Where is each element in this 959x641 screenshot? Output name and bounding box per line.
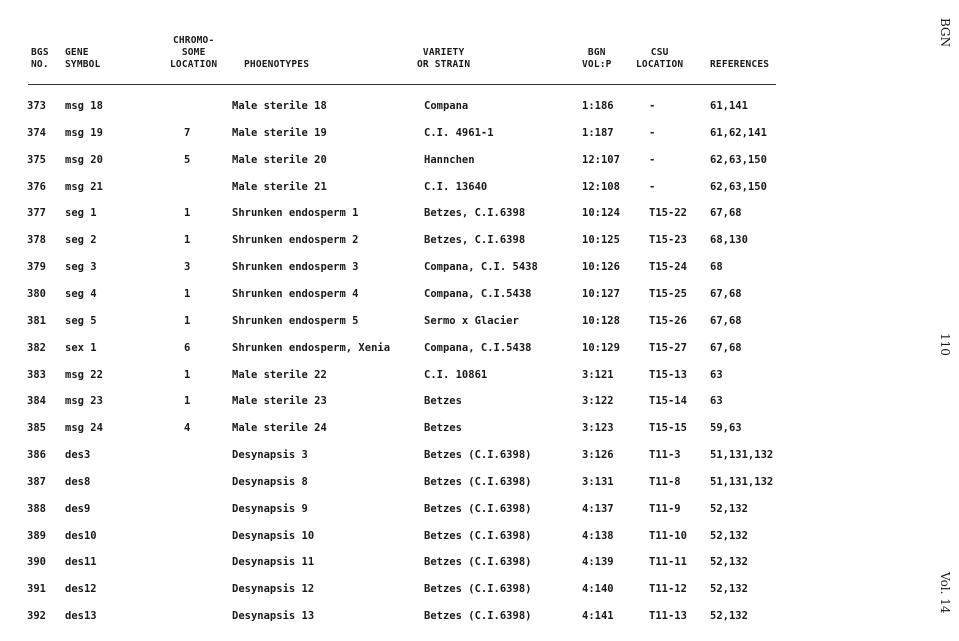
csu-location-cell: T15-25 — [649, 287, 687, 300]
references-cell: 52,132 — [710, 529, 748, 542]
bgs-number-cell: 388 — [27, 502, 46, 515]
phenotype-cell: Desynapsis 11 — [232, 556, 315, 569]
bgs-number-cell: 382 — [27, 341, 46, 354]
bgn-volume-page-cell: 4:140 — [582, 583, 614, 596]
bgn-volume-page-cell: 12:107 — [582, 153, 620, 166]
gene-symbol-cell: msg 21 — [65, 180, 103, 193]
variety-strain-cell: Betzes, C.I.6398 — [424, 207, 526, 220]
variety-strain-cell: C.I. 13640 — [424, 180, 488, 193]
table-row — [0, 369, 800, 396]
references-cell: 51,131,132 — [710, 449, 774, 462]
gene-symbol-cell: msg 19 — [65, 126, 103, 139]
phenotype-cell: Desynapsis 9 — [232, 502, 308, 515]
csu-location-cell: T15-23 — [649, 234, 687, 247]
phenotype-cell: Desynapsis 10 — [232, 529, 315, 542]
table-row — [0, 342, 800, 369]
csu-location-cell: T11-9 — [649, 502, 681, 515]
header-bgn-volp: BGN VOL:P — [582, 47, 612, 70]
csu-location-cell: - — [649, 153, 656, 166]
bgs-number-cell: 377 — [27, 207, 46, 220]
csu-location-cell: T15-14 — [649, 395, 687, 408]
bgs-number-cell: 390 — [27, 556, 46, 569]
variety-strain-cell: Betzes, C.I.6398 — [424, 234, 526, 247]
bgs-number-cell: 379 — [27, 261, 46, 274]
table-row — [0, 449, 800, 476]
header-variety-strain: VARIETY OR STRAIN — [417, 47, 471, 70]
gene-symbol-cell: des8 — [65, 475, 91, 488]
csu-location-cell: T15-27 — [649, 341, 687, 354]
table-row — [0, 288, 800, 315]
table-row — [0, 610, 800, 637]
bgs-number-cell: 381 — [27, 314, 46, 327]
bgs-number-cell: 374 — [27, 126, 46, 139]
header-phenotypes: PHOENOTYPES — [244, 59, 310, 70]
variety-strain-cell: Betzes (C.I.6398) — [424, 475, 532, 488]
references-cell: 67,68 — [710, 314, 742, 327]
references-cell: 62,63,150 — [710, 153, 767, 166]
bgs-number-cell: 380 — [27, 287, 46, 300]
bgn-volume-page-cell: 3:131 — [582, 475, 614, 488]
header-rule — [28, 84, 776, 85]
gene-symbol-cell: des9 — [65, 502, 91, 515]
table-row — [0, 503, 800, 530]
bgs-number-cell: 386 — [27, 449, 46, 462]
phenotype-cell: Shrunken endosperm 4 — [232, 287, 359, 300]
phenotype-cell: Desynapsis 13 — [232, 610, 315, 623]
csu-location-cell: T15-22 — [649, 207, 687, 220]
references-cell: 68,130 — [710, 234, 748, 247]
references-cell: 59,63 — [710, 422, 742, 435]
variety-strain-cell: Betzes — [424, 422, 462, 435]
gene-symbol-cell: seg 1 — [65, 207, 97, 220]
gene-symbol-cell: msg 22 — [65, 368, 103, 381]
csu-location-cell: T11-12 — [649, 583, 687, 596]
bgs-number-cell: 383 — [27, 368, 46, 381]
volume-label: Vol. 14 — [938, 572, 952, 614]
table-row — [0, 422, 800, 449]
header-gene-symbol: GENE SYMBOL — [65, 47, 101, 70]
csu-location-cell: T11-11 — [649, 556, 687, 569]
gene-symbol-cell: seg 3 — [65, 261, 97, 274]
gene-symbol-cell: sex 1 — [65, 341, 97, 354]
bgs-number-cell: 376 — [27, 180, 46, 193]
bgs-number-cell: 384 — [27, 395, 46, 408]
references-cell: 67,68 — [710, 207, 742, 220]
references-cell: 61,141 — [710, 100, 748, 112]
bgs-number-cell: 378 — [27, 234, 46, 247]
bgn-volume-page-cell: 10:124 — [582, 207, 620, 220]
bgn-volume-page-cell: 3:121 — [582, 368, 614, 381]
variety-strain-cell: Compana — [424, 100, 469, 112]
table-row — [0, 315, 800, 342]
chromosome-location-cell: 5 — [184, 153, 191, 166]
header-references: REFERENCES — [710, 59, 770, 70]
bgn-volume-page-cell: 10:125 — [582, 234, 620, 247]
chromosome-location-cell: 1 — [184, 314, 191, 327]
bgn-volume-page-cell: 4:139 — [582, 556, 614, 569]
phenotype-cell: Desynapsis 8 — [232, 475, 308, 488]
chromosome-location-cell: 1 — [184, 207, 191, 220]
phenotype-cell: Male sterile 22 — [232, 368, 327, 381]
table-row — [0, 261, 800, 288]
bgn-volume-page-cell: 3:122 — [582, 395, 614, 408]
table-row — [0, 127, 800, 154]
bgn-volume-page-cell: 12:108 — [582, 180, 620, 193]
csu-location-cell: T11-10 — [649, 529, 687, 542]
csu-location-cell: T15-15 — [649, 422, 687, 435]
variety-strain-cell: Hannchen — [424, 153, 475, 166]
gene-symbol-cell: msg 23 — [65, 395, 103, 408]
table-row — [0, 556, 800, 583]
chromosome-location-cell: 1 — [184, 395, 191, 408]
header-chromosome-location: CHROMO- SOME LOCATION — [170, 35, 218, 70]
header-csu-location: CSU LOCATION — [636, 47, 684, 70]
variety-strain-cell: Betzes (C.I.6398) — [424, 502, 532, 515]
table-row — [0, 100, 800, 127]
bgs-number-cell: 375 — [27, 153, 46, 166]
phenotype-cell: Shrunken endosperm, Xenia — [232, 341, 391, 354]
bgn-volume-page-cell: 3:123 — [582, 422, 614, 435]
chromosome-location-cell: 1 — [184, 368, 191, 381]
references-cell: 52,132 — [710, 583, 748, 596]
header-bgs-no: BGS NO. — [31, 47, 49, 70]
csu-location-cell: T11-8 — [649, 475, 681, 488]
references-cell: 67,68 — [710, 287, 742, 300]
bgn-volume-page-cell: 10:126 — [582, 261, 620, 274]
chromosome-location-cell: 6 — [184, 341, 191, 354]
references-cell: 62,63,150 — [710, 180, 767, 193]
bgn-volume-page-cell: 3:126 — [582, 449, 614, 462]
variety-strain-cell: Compana, C.I.5438 — [424, 287, 532, 300]
references-cell: 51,131,132 — [710, 475, 774, 488]
bgn-volume-page-cell: 4:137 — [582, 502, 614, 515]
phenotype-cell: Desynapsis 12 — [232, 583, 315, 596]
gene-symbol-cell: des13 — [65, 610, 97, 623]
table-row — [0, 154, 800, 181]
chromosome-location-cell: 1 — [184, 287, 191, 300]
bgn-volume-page-cell: 1:187 — [582, 126, 614, 139]
table-row — [0, 234, 800, 261]
references-cell: 67,68 — [710, 341, 742, 354]
bgs-number-cell: 391 — [27, 583, 46, 596]
references-cell: 52,132 — [710, 556, 748, 569]
phenotype-cell: Shrunken endosperm 3 — [232, 261, 359, 274]
csu-location-cell: T15-13 — [649, 368, 687, 381]
bgn-volume-page-cell: 4:138 — [582, 529, 614, 542]
references-cell: 63 — [710, 368, 723, 381]
csu-location-cell: T15-26 — [649, 314, 687, 327]
variety-strain-cell: Betzes (C.I.6398) — [424, 556, 532, 569]
table-row — [0, 395, 800, 422]
variety-strain-cell: C.I. 4961-1 — [424, 126, 494, 139]
references-cell: 52,132 — [710, 610, 748, 623]
bgn-volume-page-cell: 4:141 — [582, 610, 614, 623]
table-row — [0, 207, 800, 234]
table-row — [0, 476, 800, 503]
chromosome-location-cell: 1 — [184, 234, 191, 247]
bgs-number-cell: 373 — [27, 100, 46, 112]
csu-location-cell: - — [649, 126, 656, 139]
page-number: 110 — [938, 333, 952, 356]
bgn-volume-page-cell: 10:127 — [582, 287, 620, 300]
bgs-number-cell: 392 — [27, 610, 46, 623]
phenotype-cell: Male sterile 21 — [232, 180, 327, 193]
bgs-number-cell: 389 — [27, 529, 46, 542]
gene-symbol-cell: seg 2 — [65, 234, 97, 247]
variety-strain-cell: Betzes — [424, 395, 462, 408]
journal-label: BGN — [938, 18, 952, 48]
phenotype-cell: Male sterile 23 — [232, 395, 327, 408]
references-cell: 61,62,141 — [710, 126, 767, 139]
table-row — [0, 181, 800, 208]
phenotype-cell: Male sterile 24 — [232, 422, 327, 435]
bgs-number-cell: 387 — [27, 475, 46, 488]
csu-location-cell: T11-3 — [649, 449, 681, 462]
chromosome-location-cell: 3 — [184, 261, 191, 274]
csu-location-cell: - — [649, 100, 656, 112]
references-cell: 52,132 — [710, 502, 748, 515]
references-cell: 63 — [710, 395, 723, 408]
csu-location-cell: T11-13 — [649, 610, 687, 623]
variety-strain-cell: Sermo x Glacier — [424, 314, 519, 327]
variety-strain-cell: Betzes (C.I.6398) — [424, 449, 532, 462]
phenotype-cell: Shrunken endosperm 1 — [232, 207, 359, 220]
phenotype-cell: Shrunken endosperm 2 — [232, 234, 359, 247]
gene-symbol-cell: des10 — [65, 529, 97, 542]
variety-strain-cell: Betzes (C.I.6398) — [424, 610, 532, 623]
bgn-volume-page-cell: 1:186 — [582, 100, 614, 112]
table-row — [0, 583, 800, 610]
variety-strain-cell: C.I. 10861 — [424, 368, 488, 381]
gene-symbol-cell: seg 4 — [65, 287, 97, 300]
variety-strain-cell: Compana, C.I.5438 — [424, 341, 532, 354]
phenotype-cell: Shrunken endosperm 5 — [232, 314, 359, 327]
phenotype-cell: Desynapsis 3 — [232, 449, 308, 462]
csu-location-cell: T15-24 — [649, 261, 687, 274]
gene-symbol-cell: msg 18 — [65, 100, 103, 112]
gene-symbol-cell: des11 — [65, 556, 97, 569]
gene-symbol-cell: des12 — [65, 583, 97, 596]
bgn-volume-page-cell: 10:128 — [582, 314, 620, 327]
chromosome-location-cell: 4 — [184, 422, 191, 435]
gene-symbol-cell: msg 24 — [65, 422, 103, 435]
phenotype-cell: Male sterile 19 — [232, 126, 327, 139]
gene-symbol-cell: msg 20 — [65, 153, 103, 166]
bgs-number-cell: 385 — [27, 422, 46, 435]
chromosome-location-cell: 7 — [184, 126, 191, 139]
bgn-volume-page-cell: 10:129 — [582, 341, 620, 354]
phenotype-cell: Male sterile 20 — [232, 153, 327, 166]
table-row — [0, 530, 800, 557]
gene-symbol-cell: seg 5 — [65, 314, 97, 327]
variety-strain-cell: Betzes (C.I.6398) — [424, 529, 532, 542]
references-cell: 68 — [710, 261, 723, 274]
phenotype-cell: Male sterile 18 — [232, 100, 327, 112]
csu-location-cell: - — [649, 180, 656, 193]
variety-strain-cell: Compana, C.I. 5438 — [424, 261, 538, 274]
variety-strain-cell: Betzes (C.I.6398) — [424, 583, 532, 596]
gene-symbol-cell: des3 — [65, 449, 91, 462]
